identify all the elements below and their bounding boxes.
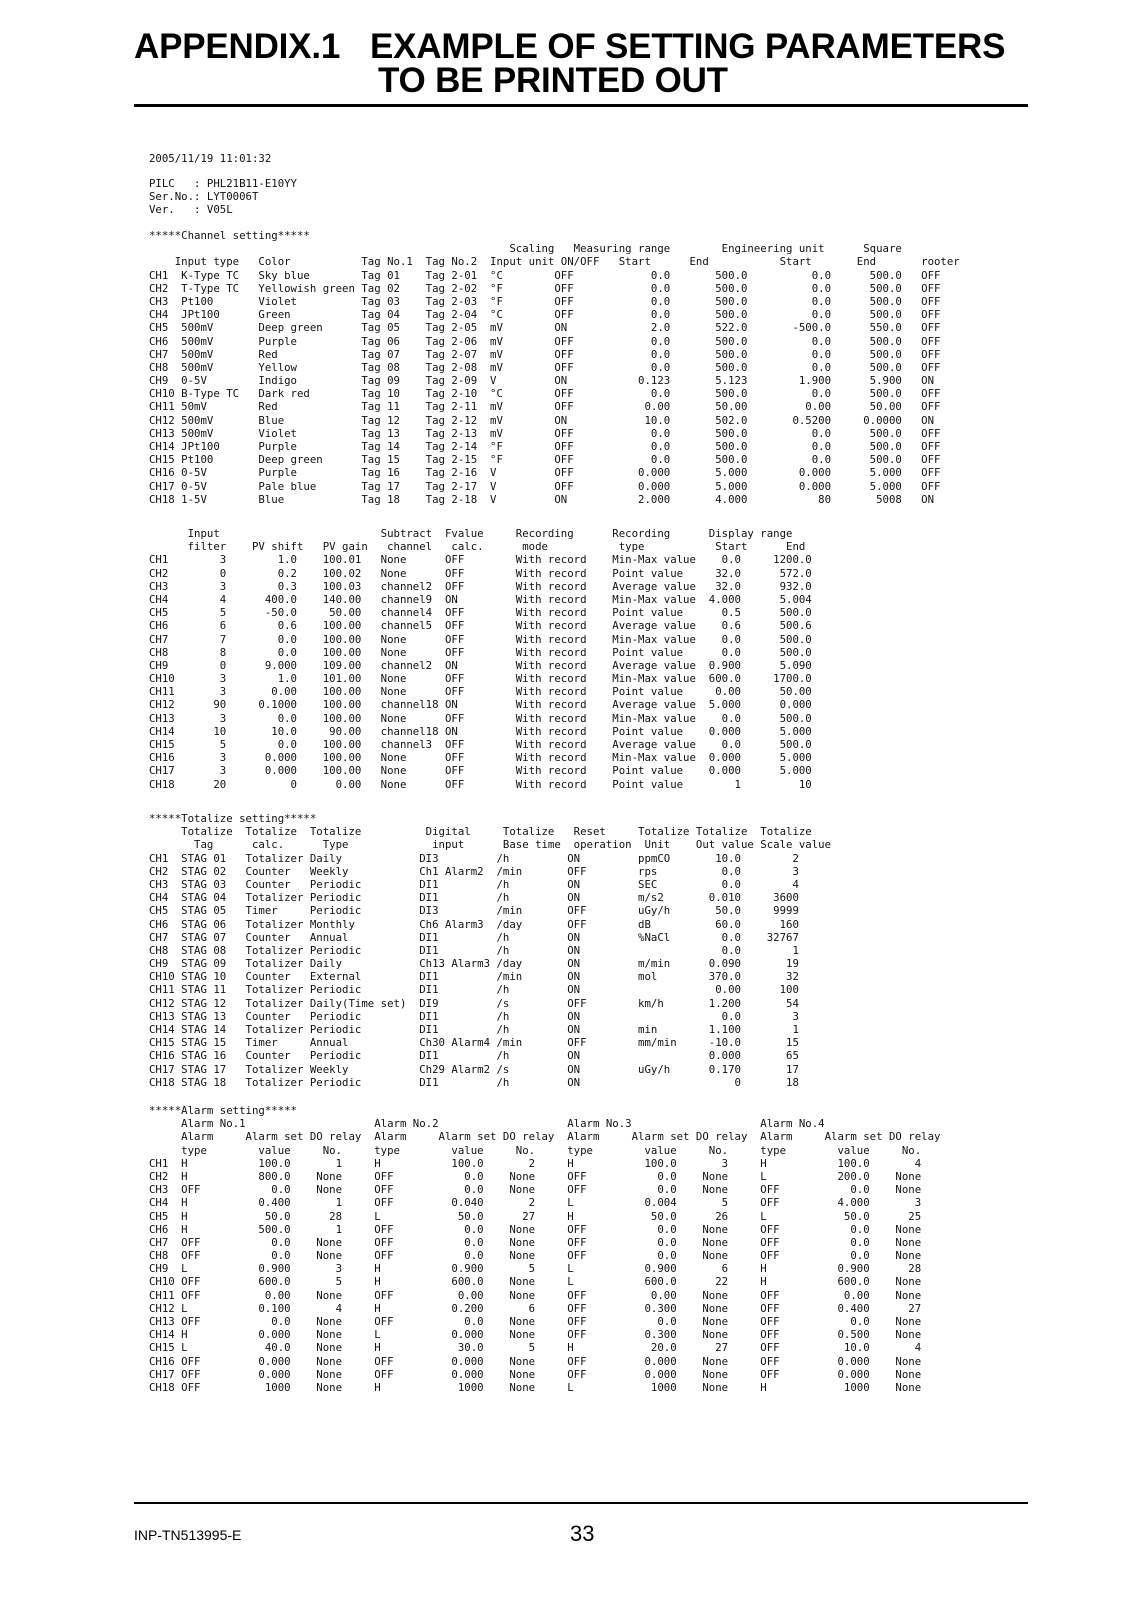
printout-line: CH4 4 400.0 140.00 channel9 ON With record Min-Max value 4.000 5.004 (149, 592, 812, 606)
printout-line: CH16 3 0.000 100.00 None OFF With record Min-Max value 0.000 5.000 (149, 751, 812, 765)
channel-setting-block-2 (149, 527, 812, 791)
printout-line: CH16 STAG 16 Counter Periodic DI1 /h ON 0.000 65 (149, 1049, 799, 1063)
printout-line: CH17 0-5V Pale blue Tag 17 Tag 2-17 V OFF 0.000 5.000 0.000 5.000 OFF (149, 479, 941, 493)
printout-line: CH1 3 1.0 100.01 None OFF With record Min-Max value 0.0 1200.0 (149, 553, 812, 567)
printout-line: CH15 5 0.0 100.00 channel3 OFF With record Average value 0.0 500.0 (149, 738, 812, 751)
title-line-2: TO BE PRINTED OUT (378, 61, 728, 100)
title-line-1: EXAMPLE OF SETTING PARAMETERS (370, 27, 1006, 66)
printout-line: CH18 OFF 1000 None H 1000 None L 1000 None H 1000 None (149, 1380, 922, 1394)
printout-line: CH18 20 0 0.00 None OFF With record Point value 1 10 (149, 777, 812, 791)
printout-line: *****Channel setting***** (149, 229, 310, 242)
printout-line: CH2 0 0.2 100.02 None OFF With record Point value 32.0 572.0 (149, 566, 812, 580)
printout-line: CH14 H 0.000 None L 0.000 None OFF 0.300 None OFF 0.500 None (149, 1328, 922, 1342)
printout-line: CH10 OFF 600.0 5 H 600.0 None L 600.0 22 H 600.0 None (149, 1275, 922, 1289)
printout-line: CH13 STAG 13 Counter Periodic DI1 /h ON 0.0 3 (149, 1009, 799, 1023)
printout-line: CH7 7 0.0 100.00 None OFF With record Min-Max value 0.0 500.0 (149, 632, 812, 646)
channel-setting-block (149, 229, 960, 506)
printout-line: CH9 0 9.000 109.00 channel2 ON With record Average value 0.900 5.090 (149, 658, 812, 672)
printout-line: PILC : PHL21B11-E10YY (149, 177, 297, 190)
printout-line: CH4 JPt100 Green Tag 04 Tag 2-04 °C OFF 0.0 500.0 0.0 500.0 OFF (149, 308, 941, 322)
printout-line: CH12 L 0.100 4 H 0.200 6 OFF 0.300 None OFF 0.400 27 (149, 1301, 922, 1315)
printout-line: Alarm No.1 Alarm No.2 Alarm No.3 Alarm No.4 (149, 1117, 825, 1131)
header-rule (134, 104, 1028, 107)
printout-line: CH10 B-Type TC Dark red Tag 10 Tag 2-10 °C OFF 0.0 500.0 0.0 500.0 OFF (149, 387, 941, 401)
printout-line: CH12 STAG 12 Totalizer Daily(Time set) DI9 /s OFF km/h 1.200 54 (149, 996, 799, 1010)
printout-line: CH13 OFF 0.0 None OFF 0.0 None OFF 0.0 None OFF 0.0 None (149, 1315, 922, 1328)
printout-line: CH12 500mV Blue Tag 12 Tag 2-12 mV ON 10.0 502.0 0.5200 0.0000 ON (149, 413, 934, 427)
appendix-label: APPENDIX.1 (134, 27, 341, 66)
printout-line: CH17 3 0.000 100.00 None OFF With record Point value 0.000 5.000 (149, 764, 812, 778)
printout-line: CH18 1-5V Blue Tag 18 Tag 2-18 V ON 2.000 4.000 80 5008 ON (149, 492, 934, 506)
document-number: INP-TN513995-E (134, 1527, 242, 1543)
printout-line: CH14 JPt100 Purple Tag 14 Tag 2-14 °F OFF 0.0 500.0 0.0 500.0 OFF (149, 440, 941, 453)
printout-line: CH2 STAG 02 Counter Weekly Ch1 Alarm2 /min OFF rps 0.0 3 (149, 864, 799, 878)
printout-line: CH18 STAG 18 Totalizer Periodic DI1 /h ON 0 18 (149, 1075, 799, 1089)
printout-line: CH13 3 0.0 100.00 None OFF With record Min-Max value 0.0 500.0 (149, 711, 812, 725)
totalize-setting-block (149, 812, 831, 1089)
printout-line: CH3 Pt100 Violet Tag 03 Tag 2-03 °F OFF 0.0 500.0 0.0 500.0 OFF (149, 294, 941, 308)
printout-line: Alarm Alarm set DO relay Alarm Alarm set DO relay Alarm Alarm set DO relay Alarm Alarm set DO relay (149, 1130, 941, 1144)
printout-line: CH5 500mV Deep green Tag 05 Tag 2-05 mV ON 2.0 522.0 -500.0 550.0 OFF (149, 321, 941, 335)
page-number: 33 (570, 1521, 595, 1546)
printout-line: CH2 T-Type TC Yellowish green Tag 02 Tag 2-02 °F OFF 0.0 500.0 0.0 500.0 OFF (149, 281, 941, 295)
printout-line: Tag calc. Type input Base time operation Unit Out value Scale value (149, 838, 832, 852)
printout-line: CH9 0-5V Indigo Tag 09 Tag 2-09 V ON 0.123 5.123 1.900 5.900 ON (149, 374, 934, 388)
footer-rule (134, 1502, 1028, 1504)
printout-line: CH17 STAG 17 Totalizer Weekly Ch29 Alarm2 /s ON uGy/h 0.170 17 (149, 1062, 799, 1076)
alarm-setting-block (149, 1104, 940, 1394)
printout-line: CH16 OFF 0.000 None OFF 0.000 None OFF 0.000 None OFF 0.000 None (149, 1354, 922, 1368)
printout-line: CH3 STAG 03 Counter Periodic DI1 /h ON SEC 0.0 4 (149, 877, 799, 891)
printout-line: CH6 H 500.0 1 OFF 0.0 None OFF 0.0 None OFF 0.0 None (149, 1222, 922, 1236)
printout-line: CH7 STAG 07 Counter Annual DI1 /h ON %NaCl 0.0 32767 (149, 930, 799, 944)
printout-line: CH15 STAG 15 Timer Annual Ch30 Alarm4 /min OFF mm/min -10.0 15 (149, 1036, 799, 1050)
printout-line: CH7 OFF 0.0 None OFF 0.0 None OFF 0.0 None OFF 0.0 None (149, 1235, 922, 1249)
printout-line: CH1 STAG 01 Totalizer Daily DI3 /h ON ppmCO 10.0 2 (149, 851, 799, 865)
printout-line: CH15 L 40.0 None H 30.0 5 H 20.0 27 OFF 10.0 4 (149, 1341, 922, 1355)
printout-line: CH2 H 800.0 None OFF 0.0 None OFF 0.0 None L 200.0 None (149, 1169, 922, 1183)
printout-line: CH14 STAG 14 Totalizer Periodic DI1 /h ON min 1.100 1 (149, 1023, 799, 1036)
printout-line: CH14 10 10.0 90.00 channel18 ON With record Point value 0.000 5.000 (149, 724, 812, 738)
printout-line: CH10 STAG 10 Counter External DI1 /min ON mol 370.0 32 (149, 970, 799, 984)
printout-line: filter PV shift PV gain channel calc. mode type Start End (149, 540, 806, 554)
printout-line: CH6 500mV Purple Tag 06 Tag 2-06 mV OFF 0.0 500.0 0.0 500.0 OFF (149, 334, 941, 348)
printout-line: CH3 3 0.3 100.03 channel2 OFF With record Average value 32.0 932.0 (149, 579, 812, 593)
printout-line: CH12 90 0.1000 100.00 channel18 ON With record Average value 5.000 0.000 (149, 698, 812, 712)
printout-line: CH13 500mV Violet Tag 13 Tag 2-13 mV OFF 0.0 500.0 0.0 500.0 OFF (149, 426, 941, 440)
printout-line: Totalize Totalize Totalize Digital Totalize Reset Totalize Totalize Totalize (149, 825, 812, 839)
printout-line: CH8 OFF 0.0 None OFF 0.0 None OFF 0.0 None OFF 0.0 None (149, 1249, 922, 1263)
printout-line: CH5 5 -50.0 50.00 channel4 OFF With record Point value 0.5 500.0 (149, 606, 812, 620)
printout-line: CH1 H 100.0 1 H 100.0 2 H 100.0 3 H 100.0 4 (149, 1156, 922, 1170)
printout-line: CH8 500mV Yellow Tag 08 Tag 2-08 mV OFF 0.0 500.0 0.0 500.0 OFF (149, 360, 941, 374)
printout-line: CH4 H 0.400 1 OFF 0.040 2 L 0.004 5 OFF 4.000 3 (149, 1196, 922, 1210)
printout-line: CH16 0-5V Purple Tag 16 Tag 2-16 V OFF 0.000 5.000 0.000 5.000 OFF (149, 466, 941, 480)
printout-line: CH1 K-Type TC Sky blue Tag 01 Tag 2-01 °C OFF 0.0 500.0 0.0 500.0 OFF (149, 268, 941, 282)
printout-line: CH9 STAG 09 Totalizer Daily Ch13 Alarm3 /day ON m/min 0.090 19 (149, 957, 799, 971)
printout-line: CH11 STAG 11 Totalizer Periodic DI1 /h ON 0.00 100 (149, 983, 799, 997)
printout-line: CH5 STAG 05 Timer Periodic DI3 /min OFF uGy/h 50.0 9999 (149, 904, 799, 918)
printout-line: CH17 OFF 0.000 None OFF 0.000 None OFF 0.000 None OFF 0.000 None (149, 1367, 922, 1381)
printout-line: CH8 8 0.0 100.00 None OFF With record Point value 0.0 500.0 (149, 645, 812, 659)
printout-line: Scaling Measuring range Engineering unit Square (149, 242, 902, 256)
printout-line: *****Totalize setting***** (149, 812, 317, 825)
page-title (134, 27, 1014, 100)
printout-line: CH10 3 1.0 101.00 None OFF With record Min-Max value 600.0 1700.0 (149, 672, 812, 686)
printout-line: CH3 OFF 0.0 None OFF 0.0 None OFF 0.0 None OFF 0.0 None (149, 1183, 922, 1197)
printout-line: *****Alarm setting***** (149, 1104, 297, 1117)
printout-line: CH5 H 50.0 28 L 50.0 27 H 50.0 26 L 50.0 25 (149, 1209, 922, 1223)
printout-line: Input type Color Tag No.1 Tag No.2 Input unit ON/OFF Start End Start End rooter (149, 255, 960, 269)
printout-line: Ser.No.: LYT0006T (149, 190, 259, 204)
device-info-block (149, 177, 297, 217)
print-datetime: 2005/11/19 11:01:32 (149, 152, 272, 165)
printout-line: CH6 STAG 06 Totalizer Monthly Ch6 Alarm3 /day OFF dB 60.0 160 (149, 917, 799, 931)
printout-line: type value No. type value No. type value No. type value No. (149, 1143, 922, 1157)
printout-line: Input Subtract Fvalue Recording Recording Display range (149, 527, 793, 540)
printout-line: Ver. : V05L (149, 203, 233, 217)
printout-line: CH7 500mV Red Tag 07 Tag 2-07 mV OFF 0.0 500.0 0.0 500.0 OFF (149, 347, 941, 361)
printout-line: CH11 3 0.00 100.00 None OFF With record Point value 0.00 50.00 (149, 685, 812, 699)
printout-line: CH4 STAG 04 Totalizer Periodic DI1 /h ON m/s2 0.010 3600 (149, 891, 799, 905)
printout-line: CH11 OFF 0.00 None OFF 0.00 None OFF 0.00 None OFF 0.00 None (149, 1288, 922, 1302)
printout-line: CH8 STAG 08 Totalizer Periodic DI1 /h ON 0.0 1 (149, 943, 799, 957)
printout-line: CH6 6 0.6 100.00 channel5 OFF With record Average value 0.6 500.6 (149, 619, 812, 633)
printout-line: CH9 L 0.900 3 H 0.900 5 L 0.900 6 H 0.900 28 (149, 1262, 922, 1276)
printout-line: CH15 Pt100 Deep green Tag 15 Tag 2-15 °F OFF 0.0 500.0 0.0 500.0 OFF (149, 453, 941, 467)
printout-line: CH11 50mV Red Tag 11 Tag 2-11 mV OFF 0.00 50.00 0.00 50.00 OFF (149, 400, 941, 414)
